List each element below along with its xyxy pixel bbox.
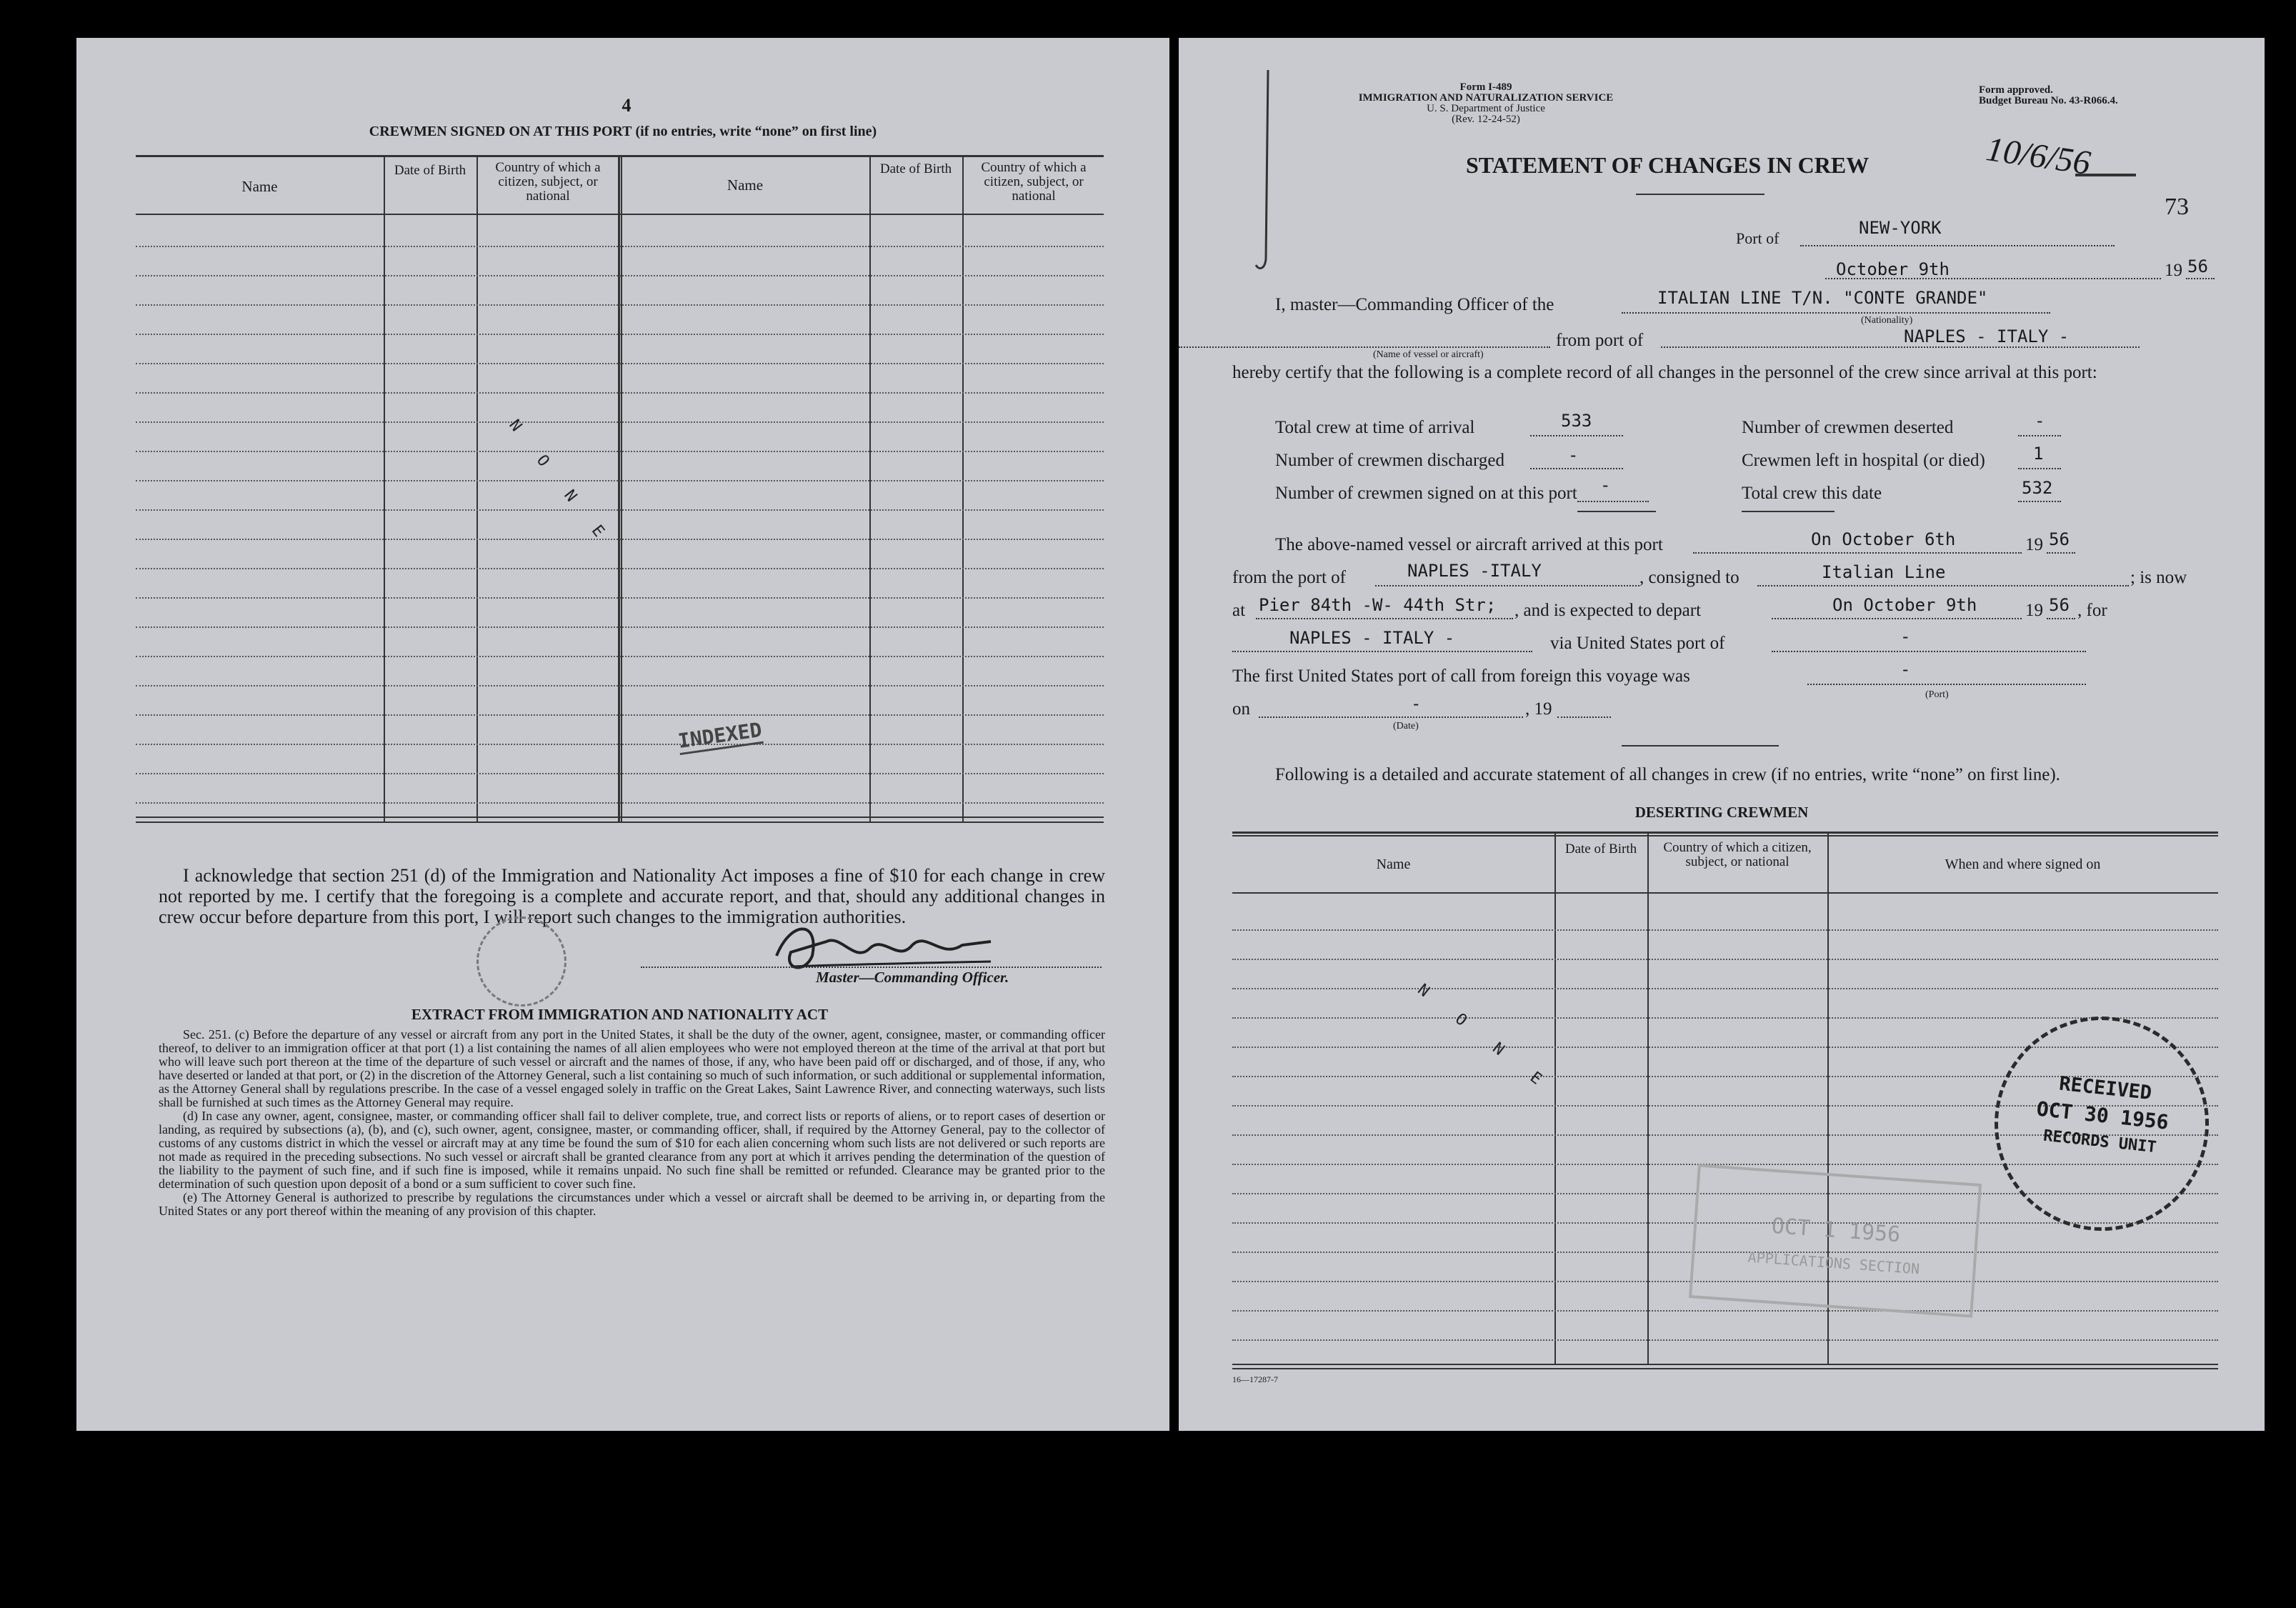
received-stamp [1984, 1006, 2220, 1242]
extract-title: EXTRACT FROM IMMIGRATION AND NATIONALITY ACT [411, 1006, 829, 1023]
faded-stamp-date: OCT 1 1956 [1770, 1213, 1902, 1248]
budget-number: Budget Bureau No. 43-R066.4. [1979, 95, 2118, 106]
first-port-value: - [1900, 659, 1911, 679]
desert-col-country: Country of which a citizen, subject, or national [1663, 840, 1812, 869]
total-date-value: 532 [2022, 478, 2053, 498]
date-value: October 9th [1836, 259, 1950, 279]
total-crew-label: Total crew at time of arrival [1275, 418, 1475, 437]
signed-on-row [136, 275, 1104, 276]
form-header [1343, 82, 1629, 125]
at-label: at [1232, 601, 1246, 620]
received-stamp-unit: RECORDS UNIT [2042, 1127, 2157, 1157]
signed-on-row [136, 685, 1104, 686]
received-stamp-date: OCT 30 1956 [2035, 1097, 2170, 1134]
deserting-row [1232, 959, 2218, 960]
bracket-mark [1250, 66, 1279, 274]
extract-subsection-d: (d) In case any owner, agent, consignee, master, or commanding officer shall fail to deliver complete, true, and correct lists or reports of aliens, or to report cases of desertion or landing, as required by subsections (a), (b), and (c), such owner, agent, consignee, master, or commanding officer, shall, if required by the Attorney General, pay to the collector of customs of any customs district in which the vessel or aircraft may at any time be found the sum of $10 for each alien concerning whom such lists are not delivered or such reports are not made as required in the preceding subsections. No such vessel or aircraft shall be granted clearance from any port at which it arrives pending the determination of the question of the liability to the payment of such fine, and if such fine is imposed, while it remains unpaid. No such fine shall be remitted or refunded. Clearance may be granted prior to the determination of such question upon deposit of a bond or a sum sufficient to cover such fine. [159, 1109, 1105, 1191]
nationality-note: (Nationality) [1861, 315, 1913, 326]
on-value: - [1411, 694, 1422, 714]
col-country-2: Country of which a citizen, subject, or national [981, 160, 1087, 204]
extract-subsection-c: Sec. 251. (c) Before the departure of any vessel or aircraft from any port in the United States, it shall be the duty of the owner, agent, consignee, master, or commanding officer thereof, to deliver to an immigration officer at that port (1) a list containing the names of all alien employees who were not employed thereon at the time of the arrival at that port but who will leave such port thereon at the time of the departure of such vessel or aircraft and the names of those, if any, who have been paid off or discharged, and of those, if any, who have deserted or landed at that port, or (2) in the discretion of the Attorney General, such a list containing so much of such information, or such additional or supplemental information, as the Attorney General shall by regulations prescribe. In the case of a vessel engaged solely in traffic on the Great Lakes, Saint Lawrence River, and connecting waterways, such lists shall be furnished at such times as the Attorney General may require. [159, 1027, 1105, 1109]
left-page [76, 38, 1169, 1431]
deserting-row [1232, 929, 2218, 931]
date-note: (Date) [1393, 721, 1419, 731]
expected-label: , and is expected to depart [1514, 601, 1702, 620]
signed-on-row [136, 656, 1104, 657]
signed-on-row [136, 802, 1104, 804]
deserted-label: Number of crewmen deserted [1742, 418, 1954, 437]
signed-on-row [136, 363, 1104, 364]
desert-col-dob: Date of Birth [1564, 842, 1637, 857]
first-port-label: The first United States port of call from foreign this voyage was [1232, 666, 1690, 686]
deserting-row [1232, 1310, 2218, 1312]
total-date-label: Total crew this date [1742, 484, 1882, 503]
hospital-label: Crewmen left in hospital (or died) [1742, 451, 1985, 470]
signature-caption: Master—Commanding Officer. [816, 969, 1009, 986]
port-value: NEW-YORK [1859, 218, 1942, 238]
signed-on-row [136, 568, 1104, 569]
signed-on-row [136, 451, 1104, 452]
discharged-label: Number of crewmen discharged [1275, 451, 1504, 470]
depart-year-prefix: 19 [2025, 601, 2043, 620]
deserted-value: - [2035, 411, 2045, 431]
page-num-73: 73 [2165, 194, 2189, 220]
via-label: via United States port of [1550, 634, 1725, 653]
hospital-value: 1 [2033, 444, 2044, 464]
budget-block [1979, 85, 2118, 106]
arrived-year: 56 [2049, 529, 2070, 549]
arrived-value: On October 6th [1811, 529, 1956, 549]
deserting-heading: DESERTING CREWMEN [1634, 804, 1809, 821]
faded-stamp-section: APPLICATIONS SECTION [1747, 1248, 1920, 1278]
year-prefix: 19 [2165, 261, 2182, 280]
deserting-row [1232, 1017, 2218, 1019]
discharged-value: - [1568, 445, 1579, 465]
total-crew-value: 533 [1561, 411, 1592, 431]
year-value: 56 [2187, 256, 2208, 276]
ship-seal [476, 917, 566, 1007]
handwritten-none-left: N O N E [505, 416, 616, 551]
col-name-2: Name [727, 176, 764, 194]
form-number: Form I-489 [1459, 81, 1512, 93]
form-approved: Form approved. [1979, 84, 2053, 96]
port-label: Port of [1736, 229, 1780, 247]
is-now-label: ; is now [2130, 568, 2187, 587]
signed-on-value: - [1600, 475, 1611, 495]
at-value: Pier 84th -W- 44th Str; [1259, 595, 1497, 615]
signed-on-label: Number of crewmen signed on at this port [1275, 484, 1577, 503]
handwritten-none-right: N O N E [1414, 981, 1557, 1097]
applications-stamp [1689, 1164, 1982, 1317]
signed-on-heading [76, 124, 1169, 140]
from-port-value: NAPLES - ITALY - [1904, 326, 2070, 346]
signed-on-row [136, 597, 1104, 599]
form-title: STATEMENT OF CHANGES IN CREW [1466, 152, 1870, 178]
depart-value: On October 9th [1832, 595, 1977, 615]
for-value: NAPLES - ITALY - [1289, 628, 1455, 648]
vessel-note: (Name of vessel or aircraft) [1373, 349, 1484, 360]
deserting-row [1232, 988, 2218, 989]
on-year-prefix-text: 19 [1534, 699, 1552, 719]
signed-on-row [136, 509, 1104, 511]
signed-on-title: CREWMEN SIGNED ON AT THIS PORT [369, 124, 632, 139]
signed-on-row [136, 626, 1104, 628]
acknowledgment-text: I acknowledge that section 251 (d) of the Immigration and Nationality Act imposes a fine of $10 for each change in crew not reported by me. I certify that the foregoing is a complete and accurate report, and that, should any additional changes in crew occur before departure from this port, I will report such changes to the immigration authorities. [159, 865, 1105, 927]
depart-year: 56 [2049, 595, 2070, 615]
col-dob-1: Date of Birth [394, 163, 466, 178]
consigned-value: Italian Line [1822, 562, 1946, 582]
via-value: - [1900, 626, 1911, 646]
col-country-1: Country of which a citizen, subject, or national [495, 160, 601, 204]
following-text: Following is a detailed and accurate statement of all changes in crew (if no entries, write “none” on first line). [1275, 765, 2060, 784]
for-label: , for [2077, 601, 2107, 620]
received-stamp-title: RECEIVED [2057, 1072, 2153, 1104]
revision-date: (Rev. 12-24-52) [1452, 114, 1520, 125]
signed-on-row [136, 714, 1104, 716]
agency-name: IMMIGRATION AND NATURALIZATION SERVICE [1358, 92, 1614, 104]
from-the-port-value: NAPLES -ITALY [1407, 561, 1542, 581]
port-note: (Port) [1925, 689, 1949, 700]
department-name: U. S. Department of Justice [1427, 103, 1545, 114]
signed-on-row [136, 392, 1104, 394]
arrived-label: The above-named vessel or aircraft arrived at this port [1275, 535, 1663, 554]
signed-on-row [136, 773, 1104, 774]
signed-on-row [136, 246, 1104, 247]
signed-on-note: (if no entries, write “none” on first line) [635, 124, 877, 139]
extract-subsection-e: (e) The Attorney General is authorized to prescribe by regulations the circumstances under which a vessel or aircraft shall be deemed to be arriving in, or departing from the United States or any port thereof within the meaning of any provision of this chapter. [159, 1190, 1105, 1218]
extract-body [159, 1028, 1105, 1218]
signed-on-row [136, 421, 1104, 423]
col-dob-2: Date of Birth [879, 161, 952, 176]
col-name-1: Name [241, 178, 278, 195]
consigned-label: , consigned to [1639, 568, 1740, 587]
vessel-value: ITALIAN LINE T/N. "CONTE GRANDE" [1657, 288, 1988, 308]
signed-on-row [136, 744, 1104, 745]
on-label: on [1232, 699, 1250, 719]
arrived-year-prefix: 19 [2025, 535, 2043, 554]
deserting-row [1232, 1339, 2218, 1341]
master-label: I, master—Commanding Officer of the [1275, 295, 1554, 314]
signed-on-row [136, 480, 1104, 481]
handwritten-date: 10/6/56 [1984, 130, 2093, 182]
page-number: 4 [622, 95, 632, 116]
signed-on-row [136, 304, 1104, 306]
from-port-label: from port of [1556, 331, 1644, 350]
desert-col-signed: When and where signed on [1945, 857, 2101, 872]
signed-on-row [136, 334, 1104, 335]
footer-code: 16—17287-7 [1232, 1374, 1278, 1384]
certify-text: hereby certify that the following is a complete record of all changes in the personnel of the crew since arrival at this port: [1232, 363, 2097, 382]
indexed-stamp: INDEXED [677, 718, 764, 755]
right-page [1179, 38, 2265, 1431]
signed-on-row [136, 539, 1104, 540]
from-the-port-label: from the port of [1232, 568, 1346, 587]
on-year-prefix: , 19 [1525, 699, 1552, 719]
desert-col-name: Name [1376, 857, 1411, 872]
